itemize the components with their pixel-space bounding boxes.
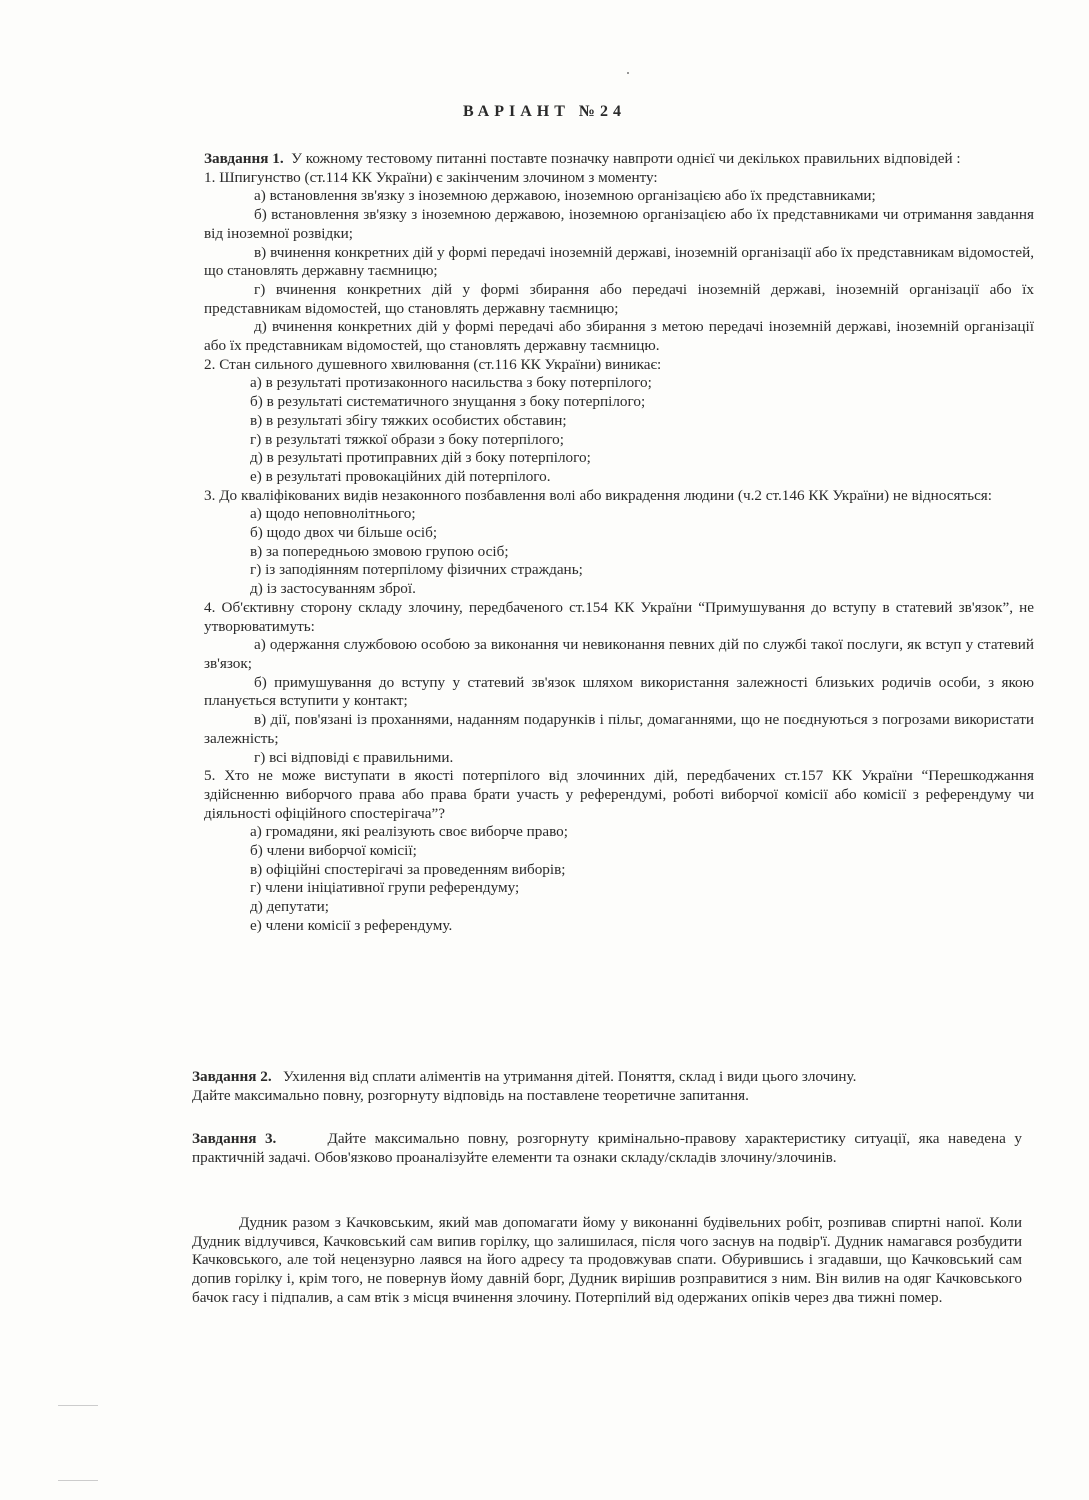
q3-option-b: б) щодо двох чи більше осіб; <box>250 524 438 542</box>
task-1-heading <box>204 150 1034 169</box>
q1-option-c: в) вчинення конкретних дій у формі передачі іноземній державі, іноземній організації або їх представникам відомостей, що становлять державну таємницю; <box>204 243 1034 280</box>
page-title: ВАРІАНТ №24 <box>463 103 626 120</box>
scan-speck <box>627 72 629 74</box>
q1-option-b: б) встановлення зв'язку з іноземною державою, іноземною організацією або їх представниками чи отримання завдання від іноземної розвідки; <box>204 206 1034 242</box>
q3-option-a: а) щодо неповнолітнього; <box>250 505 416 523</box>
task-3-text: Дайте максимально повну, розгорнуту кримінально-правову характеристику ситуації, яка наведена у практичній задачі. Обов'язково проаналізуйте елементи та ознаки складу/складів злочину/злочинів. <box>192 1130 1022 1166</box>
case-story: Дудник разом з Качковським, який мав допомагати йому у виконанні будівельних робіт, розпивав спиртні напої. Коли Дудник відлучився, Качковський сам випив горілку, що залишилася, після чого заснув на подвір'ї. Дудник намагався розбудити Качковського, але той нецензурно лаявся на його адресу та продовжував спати. Обурившись і згадавши, що Качковський сам допив горілку і, крім того, не повернув йому давній борг, Дудник вирішив розправитися з ним. Він вилив на одяг Качковського бачок гасу і підпалив, а сам втік з місця вчинення злочину. Потерпілий від одержаних опіків через два тижні помер. <box>192 1214 1022 1306</box>
q5-option-a: а) громадяни, які реалізують своє виборче право; <box>250 823 568 841</box>
q2-option-c: в) в результаті збігу тяжких особистих обставин; <box>250 411 567 429</box>
q5-option-f: е) члени комісії з референдуму. <box>250 916 453 934</box>
question-1: 1. Шпигунство (ст.114 КК України) є закінченим злочином з моменту: <box>204 168 658 186</box>
task-2-line-2: Дайте максимально повну, розгорнуту відповідь на поставлене теоретичне запитання. <box>192 1086 749 1104</box>
task-2-label: Завдання 2. <box>192 1068 272 1085</box>
scan-mark <box>58 1405 98 1406</box>
q5-option-d: г) члени ініціативної групи референдуму; <box>250 879 520 897</box>
q2-option-e: д) в результаті протиправних дій з боку потерпілого; <box>250 449 591 467</box>
question-5: 5. Хто не може виступати в якості потерпілого від злочинних дій, передбачених ст.157 КК України “Перешкоджання здійсненню виборчого права або права брати участь у референдумі, роботі виборчої комісії або комісії з референдуму чи діяльності офіційного спостерігача”? <box>204 767 1034 822</box>
q4-option-a: а) одержання службовою особою за виконання чи невиконання певних дій по службі такої послуги, як вступ у статевий зв'язок; <box>204 636 1034 672</box>
q3-option-c: в) за попередньою змовою групою осіб; <box>250 542 509 560</box>
task-2-line-1 <box>192 1068 1022 1087</box>
q4-option-c: в) дії, пов'язані із проханнями, наданням подарунків і пільг, домаганнями, що не поєднуються з погрозами використати залежність; <box>204 711 1034 747</box>
task-1-label: Завдання 1. <box>204 150 284 167</box>
q1-option-e: д) вчинення конкретних дій у формі передачі або збирання з метою передачі іноземній державі, іноземній організації або їх представникам відомостей, що становлять державну таємницю. <box>204 318 1034 355</box>
question-2: 2. Стан сильного душевного хвилювання (ст.116 КК України) виникає: <box>204 355 662 373</box>
question-4: 4. Об'єктивну сторону складу злочину, передбаченого ст.154 КК України “Примушування до вступу в статевий зв'язок”, не утворюватимуть: <box>204 598 1034 635</box>
task-1 <box>204 150 1034 936</box>
task-2 <box>192 1068 1022 1105</box>
q1-option-d: г) вчинення конкретних дій у формі збирання або передачі іноземній державі, іноземній організації або їх представникам відомостей, що становлять державну таємницю; <box>204 280 1034 317</box>
q5-option-e: д) депутати; <box>250 898 329 916</box>
q2-option-d: г) в результаті тяжкої образи з боку потерпілого; <box>250 430 564 448</box>
q5-option-c: в) офіційні спостерігачі за проведенням виборів; <box>250 860 566 878</box>
q3-option-d: г) із заподіянням потерпілому фізичних страждань; <box>250 561 583 579</box>
q2-option-a: а) в результаті протизаконного насильства з боку потерпілого; <box>250 374 652 392</box>
q5-option-b: б) члени виборчої комісії; <box>250 842 417 860</box>
task-3-label: Завдання 3. <box>192 1130 277 1147</box>
question-3: 3. До кваліфікованих видів незаконного позбавлення волі або викрадення людини (ч.2 ст.146 КК України) не відносяться: <box>204 486 993 504</box>
q2-option-f: е) в результаті провокаційних дій потерпілого. <box>250 467 551 485</box>
task-2-text: Ухилення від сплати аліментів на утримання дітей. Поняття, склад і види цього злочину. <box>283 1068 857 1085</box>
q1-option-a: а) встановлення зв'язку з іноземною державою, іноземною організацією або їх представниками; <box>254 187 876 205</box>
q4-option-b: б) примушування до вступу у статевий зв'язок шляхом використання залежності близьких родичів особи, з якою планується вступити у контакт; <box>204 673 1034 710</box>
q2-option-b: б) в результаті систематичного знущання з боку потерпілого; <box>250 393 646 411</box>
scan-mark <box>58 1480 98 1481</box>
task-3-paragraph <box>192 1130 1022 1167</box>
task-3 <box>192 1130 1022 1167</box>
q3-option-e: д) із застосуванням зброї. <box>250 580 416 598</box>
task-1-intro: У кожному тестовому питанні поставте позначку навпроти однієї чи декількох правильних відповідей : <box>291 150 961 167</box>
q4-option-d: г) всі відповіді є правильними. <box>254 748 454 766</box>
